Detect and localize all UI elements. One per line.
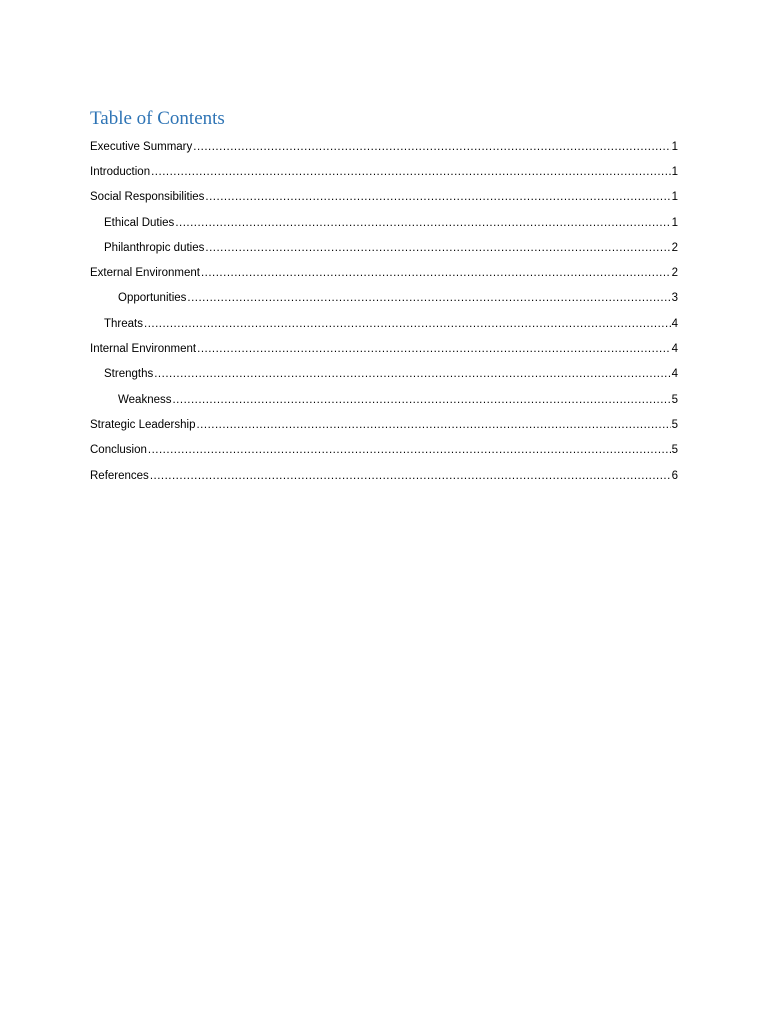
toc-entry-page-number: 5 <box>671 418 678 431</box>
toc-entry-page-number: 6 <box>671 469 678 482</box>
dot-leader <box>201 267 671 279</box>
toc-entry-label: References <box>90 469 149 482</box>
dot-leader <box>154 368 670 380</box>
toc-entry-label: Conclusion <box>90 444 147 457</box>
dot-leader <box>193 141 670 153</box>
dot-leader <box>187 292 670 304</box>
toc-entry-label: Executive Summary <box>90 140 193 153</box>
toc-entry-page-number: 1 <box>671 165 678 178</box>
toc-title: Table of Contents <box>90 108 225 129</box>
toc-entry-label: Opportunities <box>118 292 187 305</box>
toc-entry-external-environment[interactable] <box>90 260 678 285</box>
toc-entry-conclusion[interactable] <box>90 438 678 463</box>
toc-list <box>90 134 678 488</box>
toc-entry-page-number: 2 <box>671 241 678 254</box>
dot-leader <box>144 318 671 330</box>
dot-leader <box>175 217 670 229</box>
toc-entry-page-number: 2 <box>671 267 678 280</box>
toc-entry-label: Ethical Duties <box>104 216 175 229</box>
toc-entry-page-number: 1 <box>671 216 678 229</box>
toc-entry-page-number: 5 <box>671 393 678 406</box>
toc-entry-internal-environment[interactable] <box>90 336 678 361</box>
toc-entry-page-number: 1 <box>671 140 678 153</box>
toc-entry-opportunities[interactable] <box>90 286 678 311</box>
toc-entry-label: Philanthropic duties <box>104 241 205 254</box>
toc-entry-threats[interactable] <box>90 311 678 336</box>
dot-leader <box>172 394 670 406</box>
toc-entry-weakness[interactable] <box>90 387 678 412</box>
toc-entry-social-responsibilities[interactable] <box>90 185 678 210</box>
toc-entry-label: Threats <box>104 317 143 330</box>
toc-entry-label: Introduction <box>90 165 151 178</box>
toc-entry-strategic-leadership[interactable] <box>90 412 678 437</box>
dot-leader <box>196 419 670 431</box>
dot-leader <box>148 444 671 456</box>
toc-entry-page-number: 1 <box>671 191 678 204</box>
toc-entry-strengths[interactable] <box>90 362 678 387</box>
dot-leader <box>205 242 670 254</box>
dot-leader <box>150 470 671 482</box>
toc-entry-introduction[interactable] <box>90 159 678 184</box>
toc-entry-page-number: 4 <box>671 317 678 330</box>
toc-entry-page-number: 4 <box>671 343 678 356</box>
dot-leader <box>151 166 670 178</box>
toc-entry-page-number: 5 <box>671 444 678 457</box>
toc-entry-label: Social Responsibilities <box>90 191 205 204</box>
toc-entry-page-number: 3 <box>671 292 678 305</box>
toc-entry-label: Strengths <box>104 368 154 381</box>
toc-entry-label: Internal Environment <box>90 343 197 356</box>
dot-leader <box>205 191 670 203</box>
toc-entry-philanthropic-duties[interactable] <box>90 235 678 260</box>
toc-entry-references[interactable] <box>90 463 678 488</box>
toc-entry-ethical-duties[interactable] <box>90 210 678 235</box>
dot-leader <box>197 343 670 355</box>
toc-entry-label: Strategic Leadership <box>90 418 196 431</box>
toc-entry-label: Weakness <box>118 393 172 406</box>
toc-entry-executive-summary[interactable] <box>90 134 678 159</box>
toc-entry-page-number: 4 <box>671 368 678 381</box>
toc-entry-label: External Environment <box>90 267 200 280</box>
